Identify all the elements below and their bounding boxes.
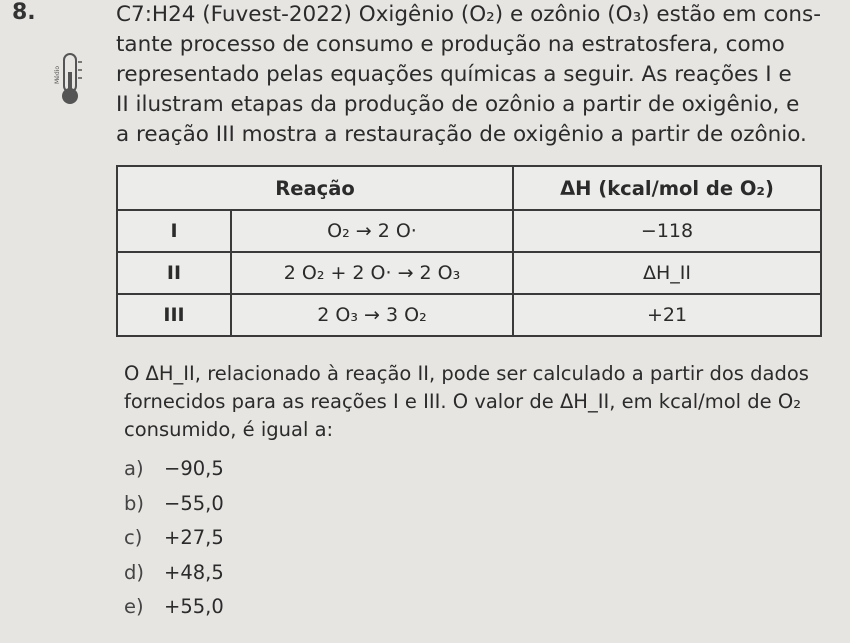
reaction-dh: −118: [513, 210, 821, 252]
reactions-table: [116, 165, 822, 337]
question-line: II ilustram etapas da produção de ozônio a partir de oxigênio, e: [116, 92, 800, 117]
answer-option[interactable]: [124, 487, 224, 522]
option-letter: b): [124, 491, 144, 515]
reaction-equation: 2 O₃ → 3 O₂: [231, 294, 513, 336]
reaction-id: II: [117, 252, 231, 294]
question-line: a reação III mostra a restauração de oxigênio a partir de ozônio.: [116, 122, 807, 147]
answer-option[interactable]: [124, 590, 224, 625]
option-value: −55,0: [164, 491, 224, 515]
option-letter: e): [124, 595, 144, 618]
difficulty-label: Médio: [54, 65, 61, 84]
answer-option[interactable]: [124, 452, 224, 487]
statement-line: fornecidos para as reações I e III. O valor de ΔH_II, em kcal/mol de O₂: [124, 390, 802, 413]
statement-text: [124, 360, 839, 444]
table-row: [117, 294, 821, 336]
option-letter: a): [124, 457, 144, 480]
difficulty-badge: [55, 52, 85, 106]
thermometer-icon: [55, 52, 85, 106]
option-value: +48,5: [164, 560, 224, 584]
reaction-id: I: [117, 210, 231, 252]
header-reaction: Reação: [117, 166, 513, 210]
statement-line: consumido, é igual a:: [124, 418, 334, 441]
reaction-equation: 2 O₂ + 2 O· → 2 O₃: [231, 252, 513, 294]
table-row: [117, 210, 821, 252]
question-line: representado pelas equações químicas a seguir. As reações I e: [116, 62, 792, 87]
table-header-row: [117, 166, 821, 210]
reaction-dh: ΔH_II: [513, 252, 821, 294]
header-dh: ΔH (kcal/mol de O₂): [513, 166, 821, 210]
option-letter: c): [124, 526, 143, 549]
reaction-equation: O₂ → 2 O·: [231, 210, 513, 252]
table-row: [117, 252, 821, 294]
option-value: +27,5: [164, 526, 224, 549]
reaction-id: III: [117, 294, 231, 336]
reaction-dh: +21: [513, 294, 821, 336]
question-number: 8.: [12, 0, 36, 25]
question-line: C7:H24 (Fuvest-2022) Oxigênio (O₂) e ozônio (O₃) estão em cons-: [116, 2, 821, 27]
option-value: +55,0: [164, 595, 224, 618]
option-letter: d): [124, 560, 144, 584]
option-value: −90,5: [164, 457, 224, 480]
question-text: [116, 0, 836, 150]
answer-options: [124, 452, 224, 625]
answer-option[interactable]: [124, 556, 224, 591]
question-line: tante processo de consumo e produção na estratosfera, como: [116, 32, 785, 57]
statement-line: O ΔH_II, relacionado à reação II, pode ser calculado a partir dos dados: [124, 362, 809, 385]
answer-option[interactable]: [124, 521, 224, 556]
